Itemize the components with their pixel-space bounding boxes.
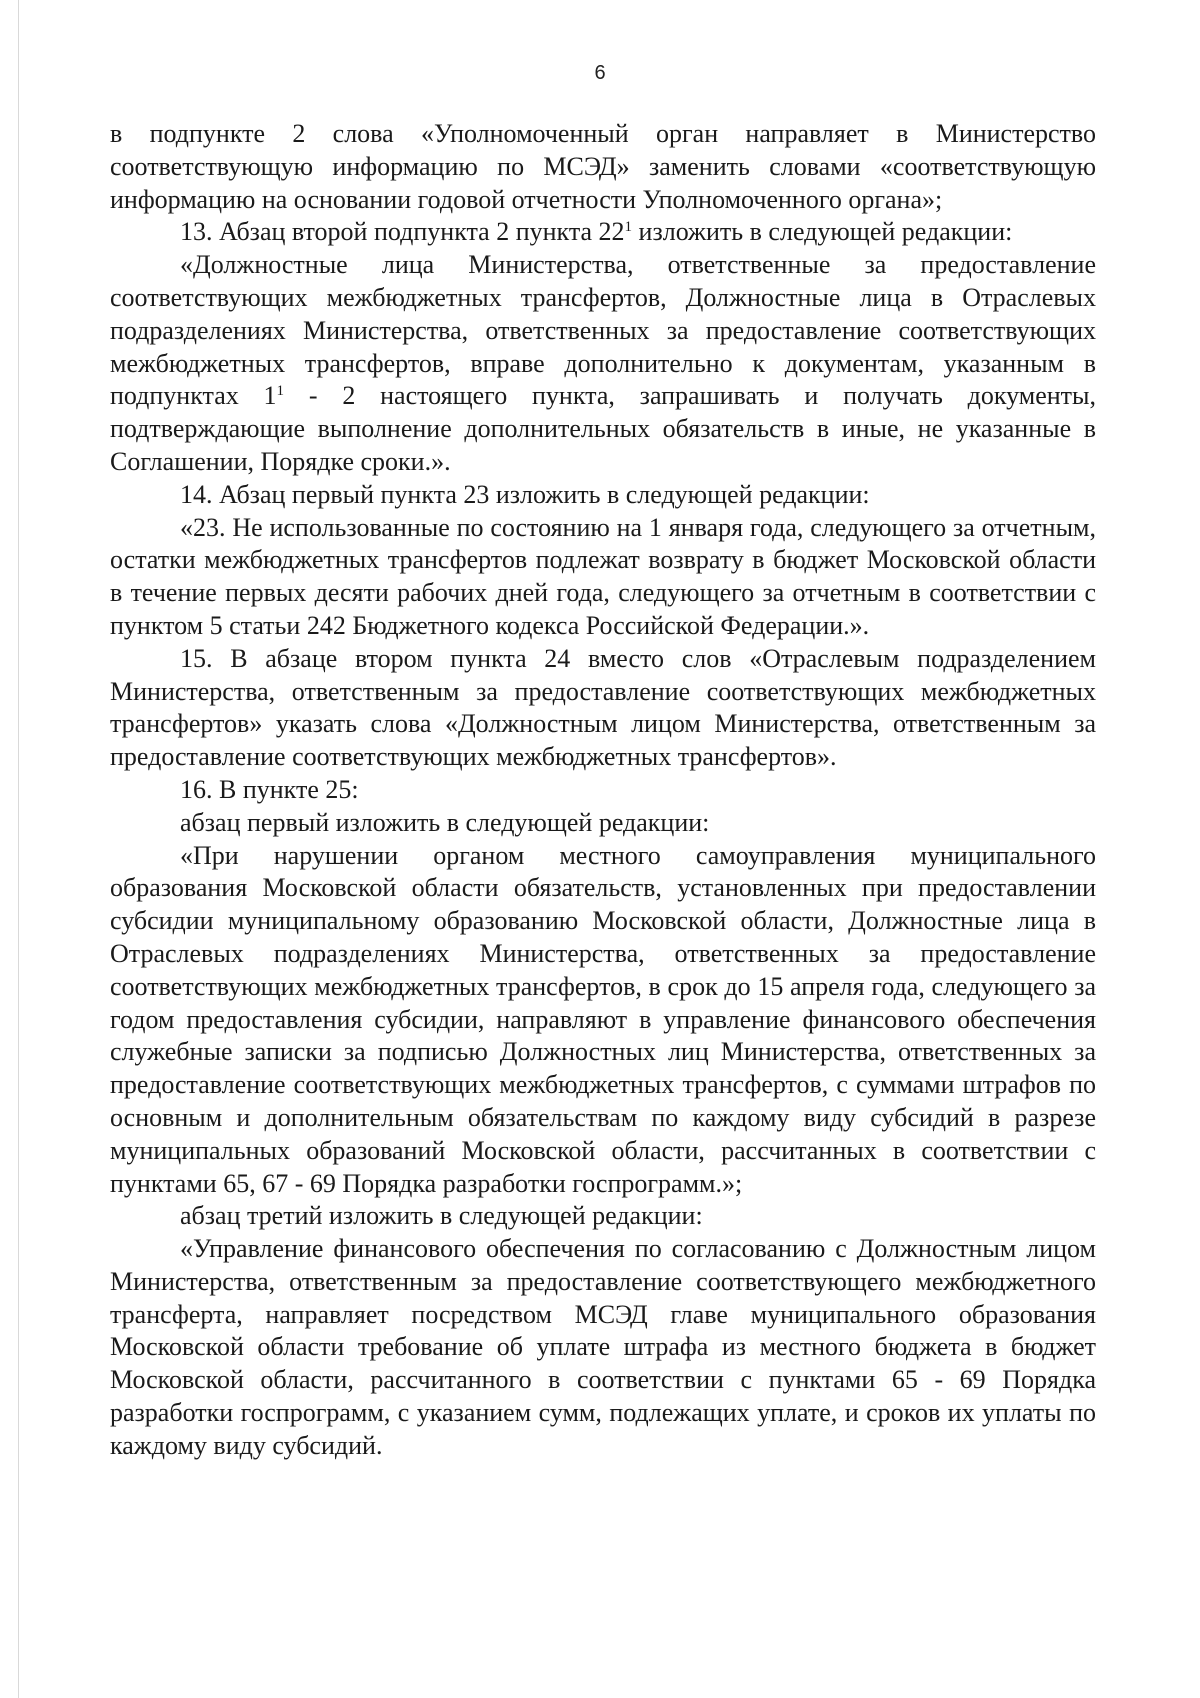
superscript-one: 1 — [624, 219, 633, 236]
paragraph-item-15: 15. В абзаце втором пункта 24 вместо слов «Отраслевым подразделением Министерства, ответственным за предоставление соответствующих межбюджетных трансфертов» указать слова «Должностным лицом Министерства, ответственным за предоставление соответствующих межбюджетных трансфертов». — [110, 643, 1096, 772]
paragraph-item-16-first-paragraph: абзац первый изложить в следующей редакции: — [180, 807, 710, 837]
paragraph-item-14: 14. Абзац первый пункта 23 изложить в следующей редакции: — [180, 479, 870, 509]
superscript-one: 1 — [276, 383, 285, 400]
paragraph-item-16-third-paragraph: абзац третий изложить в следующей редакции: — [180, 1201, 703, 1231]
paragraph-item-16: 16. В пункте 25: — [180, 774, 359, 804]
paragraph-subpoint-2-replacement: в подпункте 2 слова «Уполномоченный орган направляет в Министерство соответствующую информацию по МСЭД» заменить словами «соответствующую информацию на основании годовой отчетности Уполномоченного органа»; — [110, 119, 1096, 214]
paragraph-item-13: 13. Абзац второй подпункта 2 пункта $22^1$ изложить в следующей редакции: — [180, 217, 1013, 247]
paragraph-item-16-third-paragraph-text: «Управление финансового обеспечения по согласованию с Должностным лицом Министерства, ответственным за предоставление соответствующего межбюджетного трансферта, направляет посредством МСЭД главе муниципального образования Московской области требование об уплате штрафа из местного бюджета в бюджет Московской области, рассчитанного в соответствии с пунктами 65 - 69 Порядка разработки госпрограмм, с указанием сумм, подлежащих уплате, и сроков их уплаты по каждому виду субсидий. — [110, 1234, 1096, 1460]
document-body — [110, 118, 1096, 1463]
paragraph-item-14-new-text: «23. Не использованные по состоянию на 1 января года, следующего за отчетным, остатки межбюджетных трансфертов подлежат возврату в бюджет Московской области в течение первых десяти рабочих дней года, следующего за отчетным в соответствии с пунктом 5 статьи 242 Бюджетного кодекса Российской Федерации.». — [110, 512, 1096, 640]
paragraph-item-13-new-text: «Должностные лица Министерства, ответственные за предоставление соответствующих межбюджетных трансфертов, Должностные лица в Отраслевых подразделениях Министерства, ответственных за предоставление соответствующих межбюджетных трансфертов, вправе дополнительно к документам, указанным в подпунктах $1^1 - 2$ настоящего пункта, запрашивать и получать документы, подтверждающие выполнение дополнительных обязательств в иные, не указанные в Соглашении, Порядке сроки.». — [110, 250, 1096, 476]
page-number: 6 — [594, 62, 606, 84]
paragraph-item-16-first-paragraph-text: «При нарушении органом местного самоуправления муниципального образования Московской области обязательств, установленных при предоставлении субсидии муниципальному образованию Московской области, Должностные лица в Отраслевых подразделениях Министерства, ответственных за предоставление соответствующих межбюджетных трансфертов, в срок до 15 апреля года, следующего за годом предоставления субсидии, направляют в управление финансового обеспечения служебные записки за подписью Должностных лиц Министерства, ответственных за предоставление соответствующих межбюджетных трансфертов, с суммами штрафов по основным и дополнительным обязательствам по каждому виду субсидий в разрезе муниципальных образований Московской области, рассчитанных в соответствии с пунктами 65, 67 - 69 Порядка разработки госпрограмм.»; — [110, 840, 1096, 1198]
scan-edge-mark — [18, 0, 19, 1698]
